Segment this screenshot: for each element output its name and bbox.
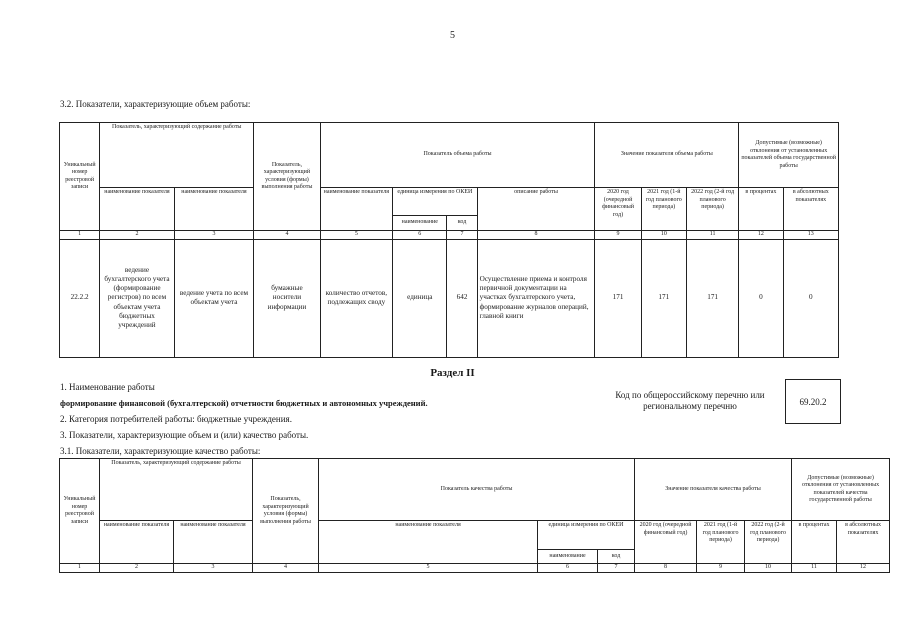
cell-code: 22.2.2	[60, 239, 100, 357]
cell-condition: бумажные носители информации	[254, 239, 320, 357]
subheader-unit: единица измерения по ОКЕИ	[393, 188, 478, 216]
subheader-year-2021: 2021 год (1-й год планового периода)	[641, 188, 686, 231]
item-1-value: формирование финансовой (бухгалтерской) отчетности бюджетных и автономных учреждений.	[60, 398, 428, 408]
item-3: 3. Показатели, характеризующие объем и (или) качество работы.	[60, 430, 309, 440]
cell-okei-code: 642	[447, 239, 477, 357]
column-number: 4	[253, 564, 319, 573]
column-number: 11	[792, 564, 837, 573]
column-number: 3	[174, 231, 254, 240]
column-number: 2	[100, 564, 174, 573]
column-number: 10	[745, 564, 792, 573]
column-number: 8	[635, 564, 697, 573]
volume-table	[59, 122, 839, 358]
column-number: 7	[447, 231, 477, 240]
subheader-unit-name: наименование	[393, 216, 447, 231]
column-number: 5	[320, 231, 392, 240]
item-2: 2. Категория потребителей работы: бюджетные учреждения.	[60, 414, 292, 424]
cell-value-2022: 171	[686, 239, 738, 357]
cell-deviation-absolute: 0	[783, 239, 838, 357]
subheader-name-1: наименование показателя	[100, 188, 174, 231]
cell-unit: единица	[393, 239, 447, 357]
header-unique-number: Уникальный номер реестровой записи	[60, 459, 100, 564]
page-number: 5	[450, 30, 455, 41]
subheader-unit-code: код	[598, 550, 635, 564]
code-value: 69.20.2	[799, 396, 827, 407]
cell-indicator: количество отчетов, подлежащих своду	[320, 239, 392, 357]
subheader-year-2022: 2022 год (2-й год планового периода)	[686, 188, 738, 231]
column-number: 12	[739, 231, 783, 240]
section-3-2-title: 3.2. Показатели, характеризующие объем работы:	[60, 99, 251, 109]
header-volume-values: Значение показателя объема работы	[595, 123, 739, 188]
subheader-absolute: в абсолютных показателях	[837, 521, 890, 564]
column-number: 9	[697, 564, 745, 573]
quality-table	[59, 458, 890, 573]
header-content-indicator: Показатель, характеризующий содержание работы	[100, 459, 253, 521]
column-number: 1	[60, 564, 100, 573]
cell-content-2: ведение учета по всем объектам учета	[174, 239, 254, 357]
header-content-indicator: Показатель, характеризующий содержание работы	[100, 123, 254, 188]
column-number: 10	[641, 231, 686, 240]
subheader-name-2: наименование показателя	[174, 521, 253, 564]
header-volume-indicator: Показатель объема работы	[320, 123, 595, 188]
section-2-title: Раздел II	[430, 367, 475, 379]
cell-deviation-percent: 0	[739, 239, 783, 357]
subheader-year-2021: 2021 год (1-й год планового периода)	[697, 521, 745, 564]
cell-value-2021: 171	[641, 239, 686, 357]
subheader-absolute: в абсолютных показателях	[783, 188, 838, 231]
subheader-name-2: наименование показателя	[174, 188, 254, 231]
code-label: Код по общероссийскому перечню или региональному перечню	[615, 390, 765, 412]
column-number: 2	[100, 231, 174, 240]
cell-value-2020: 171	[595, 239, 641, 357]
header-deviation: Допустимые (возможные) отклонения от установленных показателей качества государственной работы	[792, 459, 890, 521]
subheader-unit-name: наименование	[538, 550, 598, 564]
subheader-volume-name: наименование показателя	[320, 188, 392, 231]
subheader-percent: в процентах	[739, 188, 783, 231]
column-number: 8	[477, 231, 595, 240]
item-1-label: 1. Наименование работы	[60, 382, 155, 392]
header-conditions-indicator: Показатель, характеризующий условия (формы) выполнения работы	[253, 459, 319, 564]
subheader-year-2020: 2020 год (очередной финансовый год)	[635, 521, 697, 564]
header-unique-number: Уникальный номер реестровой записи	[60, 123, 100, 231]
column-number: 12	[837, 564, 890, 573]
subheader-quality-name: наименование показателя	[319, 521, 538, 564]
subheader-description: описание работы	[477, 188, 595, 231]
item-3-1: 3.1. Показатели, характеризующие качество работы:	[60, 446, 261, 456]
header-quality-indicator: Показатель качества работы	[319, 459, 635, 521]
column-number: 7	[598, 564, 635, 573]
column-number: 3	[174, 564, 253, 573]
column-number: 11	[686, 231, 738, 240]
header-conditions-indicator: Показатель, характеризующий условия (формы) выполнения работы	[254, 123, 320, 231]
code-box	[785, 379, 841, 424]
column-number: 6	[393, 231, 447, 240]
column-number: 5	[319, 564, 538, 573]
subheader-percent: в процентах	[792, 521, 837, 564]
column-number: 9	[595, 231, 641, 240]
cell-content-1: ведение бухгалтерского учета (формирование регистров) по всем объектам учета бюджетных учреждений	[100, 239, 174, 357]
column-number: 4	[254, 231, 320, 240]
column-number: 13	[783, 231, 838, 240]
table-row	[60, 239, 839, 357]
column-number: 6	[538, 564, 598, 573]
subheader-unit: единица измерения по ОКЕИ	[538, 521, 635, 550]
subheader-name-1: наименование показателя	[100, 521, 174, 564]
column-number: 1	[60, 231, 100, 240]
cell-description: Осуществление приема и контроля первичной документации на участках бухгалтерского учета, формирование журналов операций, главной книги	[477, 239, 595, 357]
header-quality-values: Значение показателя качества работы	[635, 459, 792, 521]
subheader-year-2022: 2022 год (2-й год планового периода)	[745, 521, 792, 564]
subheader-unit-code: код	[447, 216, 477, 231]
header-deviation: Допустимые (возможные) отклонения от установленных показателей объема государственной работы	[739, 123, 839, 188]
subheader-year-2020: 2020 год (очередной финансовый год)	[595, 188, 641, 231]
